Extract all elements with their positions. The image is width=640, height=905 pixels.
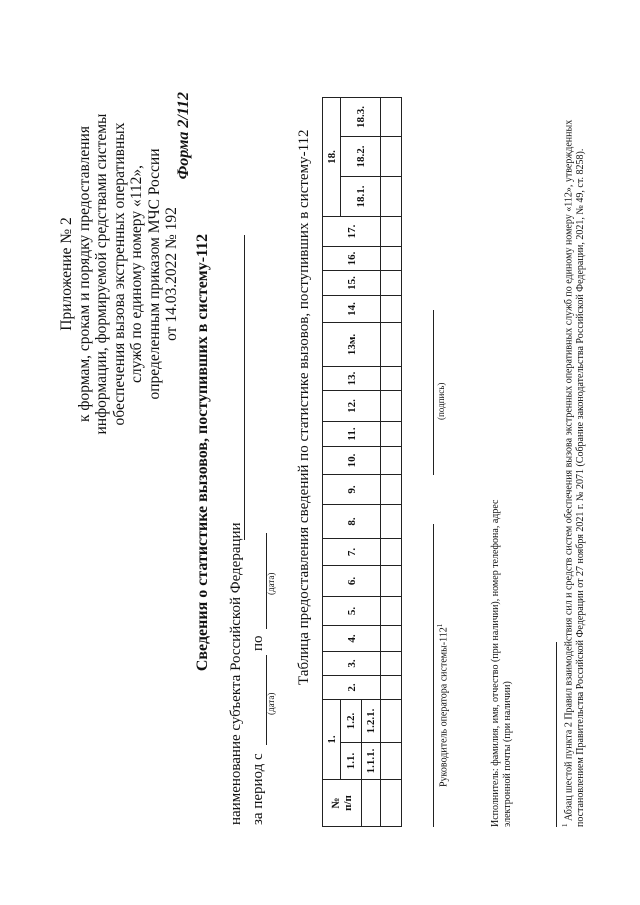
header-col-12: 12. — [323, 391, 381, 422]
header-col-11: 11. — [323, 422, 381, 447]
header-col-1-2: 1.2. — [341, 700, 362, 743]
period-prefix: за период с — [250, 753, 266, 825]
appendix-line: служб по единому номеру «112», — [128, 164, 145, 384]
leader-label: Руководитель оператора системы-$112^1$ — [436, 623, 450, 787]
appendix-line: определенным приказом МЧС России — [145, 148, 163, 400]
footnote-separator — [556, 642, 557, 827]
header-no: № п/п — [323, 780, 362, 827]
header-col-17: 17. — [323, 217, 381, 247]
header-col-1-1-1: 1.1.1. — [362, 743, 381, 780]
table-row — [381, 98, 402, 827]
signature-caption: (подпись) — [436, 382, 446, 420]
header-col-18-1: 18.1. — [341, 177, 381, 217]
subject-label: наименование субъекта Российской Федерации — [228, 522, 244, 825]
header-col-4: 4. — [323, 626, 381, 652]
executor-text: Исполнитель: фамилия, имя, отчество (при наличии), номер телефона, адрес электронной почты (при наличии) — [490, 499, 513, 827]
header-col-16: 16. — [323, 247, 381, 271]
appendix-line: Приложение № 2 — [58, 217, 75, 331]
header-col-3: 3. — [323, 652, 381, 676]
header-col-1-1: 1.1. — [341, 743, 362, 780]
document-title: Сведения о статистике вызовов, поступивших в систему-112 — [194, 233, 211, 672]
header-col-8: 8. — [323, 505, 381, 539]
table-caption: Таблица предоставления сведений по статистике вызовов, поступивших в систему-112 — [296, 129, 312, 685]
signature-line — [433, 310, 434, 475]
date-to-caption: (дата) — [266, 572, 276, 595]
leader-signature-line — [433, 524, 434, 827]
header-col-13: 13. — [323, 367, 381, 391]
header-col-18: 18. — [323, 98, 341, 217]
header-col-14: 14. — [323, 296, 381, 323]
subject-input-line — [244, 235, 245, 540]
header-col-10: 10. — [323, 447, 381, 475]
header-col-6: 6. — [323, 566, 381, 597]
header-col-15: 15. — [323, 271, 381, 296]
period-middle: по — [250, 635, 266, 651]
footnote: $^1$ Абзац шестой пункта 2 Правил взаимодействия сил и средств систем обеспечения вызова экстренных оперативных служб по единому номеру «112», утвержденных постановлением Правительства Российской Федерации от 27 ноября 2021 г. № 2071 (Собрание законодательства Российской Федерации, 2021, № 49, ст. 8258). — [561, 119, 586, 827]
header-col-5: 5. — [323, 597, 381, 626]
header-col-1-2-1: 1.2.1. — [362, 700, 381, 743]
appendix-header — [58, 74, 181, 474]
header-col-7: 7. — [323, 539, 381, 566]
appendix-line: к формам, срокам и порядку предоставления — [75, 126, 93, 422]
form-label: Форма 2/112 — [175, 92, 192, 180]
header-col-18-2: 18.2. — [341, 137, 381, 177]
statistics-table — [322, 97, 402, 827]
header-col-18-3: 18.3. — [341, 98, 381, 137]
appendix-line: информации, формируемой средствами системы — [93, 113, 110, 435]
appendix-line: обеспечения вызова экстренных оперативных — [110, 122, 128, 426]
header-col-13m: 13м. — [323, 323, 381, 367]
date-from-caption: (дата) — [266, 692, 276, 715]
header-no-blank — [362, 780, 381, 827]
header-col-2: 2. — [323, 676, 381, 700]
header-col-1: 1. — [323, 700, 341, 780]
appendix-line: от 14.03.2022 № 192 — [163, 207, 180, 341]
header-col-9: 9. — [323, 475, 381, 505]
